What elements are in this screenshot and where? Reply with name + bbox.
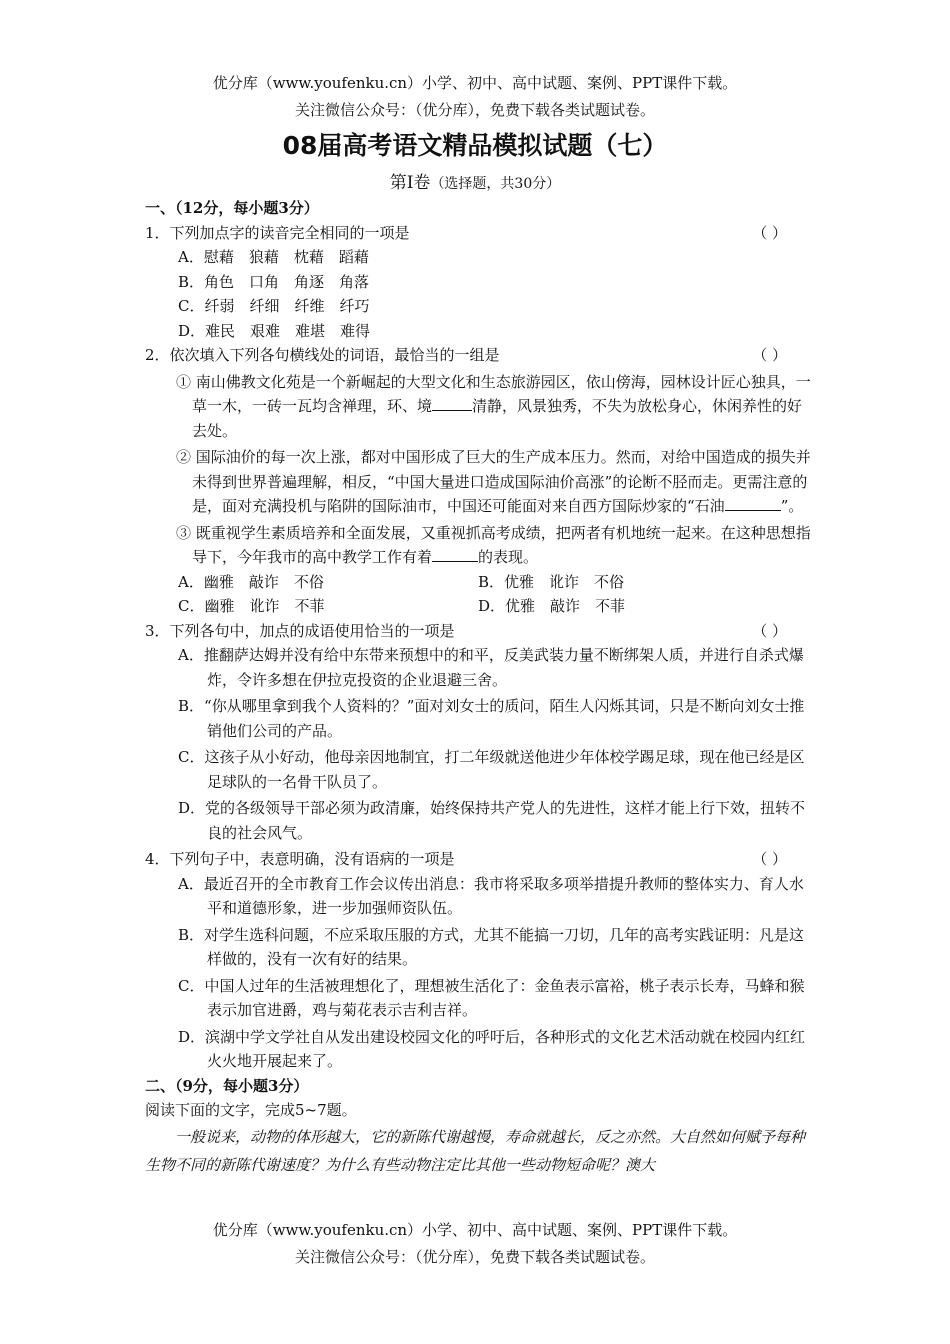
header-line-1: 优分库（www.youfenku.cn）小学、初中、高中试题、案例、PPT课件下载。 bbox=[212, 74, 738, 92]
q1-option-b: B．角色 口角 角逐 角落 bbox=[178, 272, 370, 291]
section-2-heading: 二、（9分，每小题3分） bbox=[145, 1076, 309, 1095]
q2-stem: 2．依次填入下列各句横线处的词语，最恰当的一组是 bbox=[145, 346, 500, 364]
q4-option-c: C．中国人过年的生活被理想化了，理想被生活化了：金鱼表示富裕，桃子表示长寿，马蜂和猴表示加官进爵，鸡与菊花表示吉利吉祥。 bbox=[178, 976, 805, 1019]
q2-item-1-text-a: ① 南山佛教文化苑是一个新崛起的大型文化和生态旅游园区，依山傍海，园林设计匠心独具，一草一木，一砖一瓦均含禅理，环、境 bbox=[176, 372, 811, 415]
section-1-heading: 一、（12分，每小题3分） bbox=[145, 199, 319, 217]
question-1 bbox=[145, 221, 815, 246]
q3-stem: 3．下列各句中，加点的成语使用恰当的一项是 bbox=[145, 621, 455, 640]
q3-answer-paren: （ ） bbox=[752, 621, 787, 640]
volume-note: （选择题，共30分） bbox=[430, 176, 561, 192]
page-title: 08届高考语文精品模拟试题（七） bbox=[282, 131, 668, 160]
question-2 bbox=[145, 343, 815, 368]
volume-heading bbox=[0, 172, 950, 195]
q4-answer-paren: （ ） bbox=[752, 850, 787, 868]
q1-stem: 1．下列加点字的读音完全相同的一项是 bbox=[145, 223, 410, 242]
q2-item-2-text-a: ② 国际油价的每一次上涨，都对中国形成了巨大的生产成本压力。然而，对给中国造成的损失并未得到世界普遍理解，相反，“中国大量进口造成国际油价高涨”的论断不胫而走。更需注意的是，面对充满投机与陷阱的国际油市，中国还可能面对来自西方国际炒家的“石油 bbox=[176, 448, 811, 515]
q2-item-1 bbox=[145, 370, 815, 444]
q1-answer-paren: （ ） bbox=[752, 223, 787, 242]
q4-option-d: D．滨湖中学文学社自从发出建设校园文化的呼吁后，各种形式的文化艺术活动就在校园内红红火火地开展起来了。 bbox=[178, 1027, 806, 1070]
q2-blank-3 bbox=[432, 547, 478, 562]
q1-option-d: D．难民 艰难 难堪 难得 bbox=[178, 321, 371, 340]
footer-line-2: 关注微信公众号：（优分库），免费下载各类试题试卷。 bbox=[294, 1248, 655, 1266]
question-4 bbox=[145, 847, 815, 872]
q2-item-2-text-b: ”。 bbox=[780, 497, 804, 515]
q2-item-3-text-a: ③ 既重视学生素质培养和全面发展，又重视抓高考成绩，把两者有机地统一起来。在这种思想指导下，今年我市的高中教学工作有着 bbox=[176, 523, 811, 566]
q3-option-c: C．这孩子从小好动，他母亲因地制宜，打二年级就送他进少年体校学踢足球，现在他已经是区足球队的一名骨干队员了。 bbox=[178, 748, 805, 791]
q2-option-b: B．优雅 讹诈 不俗 bbox=[478, 572, 625, 591]
reading-passage: 一般说来，动物的体形越大，它的新陈代谢越慢，寿命就越长，反之亦然。大自然如何赋予每种生物不同的新陈代谢速度？为什么有些动物注定比其他一些动物短命呢？澳大 bbox=[145, 1127, 806, 1174]
q3-option-b: B．“你从哪里拿到我个人资料的？”面对刘女士的质问，陌生人闪烁其词，只是不断向刘女士推销他们公司的产品。 bbox=[178, 697, 805, 740]
q4-option-b: B．对学生选科问题，不应采取压服的方式，尤其不能搞一刀切，几年的高考实践证明：凡是这样做的，没有一次有好的结果。 bbox=[178, 925, 805, 968]
q2-item-2 bbox=[145, 445, 815, 519]
q2-option-d: D．优雅 敲诈 不菲 bbox=[478, 597, 626, 615]
header-line-2: 关注微信公众号：（优分库），免费下载各类试题试卷。 bbox=[294, 101, 655, 119]
q1-option-a: A．慰藉 狼藉 枕藉 蹈藉 bbox=[178, 248, 369, 266]
q1-option-c: C．纤弱 纤细 纤维 纤巧 bbox=[178, 297, 370, 315]
q2-item-3 bbox=[145, 521, 815, 570]
q2-options-row-1 bbox=[145, 570, 815, 595]
q3-option-d: D．党的各级领导干部必须为政清廉，始终保持共产党人的先进性，这样才能上行下效，扭转不良的社会风气。 bbox=[178, 799, 806, 842]
q2-item-3-text-b: 的表现。 bbox=[478, 548, 539, 566]
volume-main: 第Ⅰ卷 bbox=[389, 173, 431, 193]
q2-option-a: A．幽雅 敲诈 不俗 bbox=[178, 572, 324, 591]
q2-blank-2 bbox=[725, 496, 781, 511]
q2-item-1-text-b: 清静，风景独秀，不失为放松身心，休闲养性的好去处。 bbox=[192, 397, 803, 440]
q4-option-a: A．最近召开的全市教育工作会议传出消息：我市将采取多项举措提升教师的整体实力、育人水平和道德形象，进一步加强师资队伍。 bbox=[178, 874, 804, 917]
section-2-instruction: 阅读下面的文字，完成5~7题。 bbox=[145, 1101, 357, 1119]
q2-blank-1 bbox=[432, 396, 472, 411]
q3-option-a: A．推翻萨达姆并没有给中东带来预想中的和平，反美武装力量不断绑架人质，并进行自杀式爆炸，令许多想在伊拉克投资的企业退避三舍。 bbox=[178, 646, 804, 689]
q2-option-c: C．幽雅 讹诈 不菲 bbox=[178, 597, 325, 615]
q2-options-row-2 bbox=[145, 594, 815, 619]
q4-stem: 4．下列句子中，表意明确，没有语病的一项是 bbox=[145, 850, 455, 868]
footer-line-1: 优分库（www.youfenku.cn）小学、初中、高中试题、案例、PPT课件下载。 bbox=[212, 1221, 738, 1239]
q2-answer-paren: （ ） bbox=[752, 346, 787, 364]
exam-content bbox=[145, 196, 815, 1179]
question-3 bbox=[145, 619, 815, 644]
